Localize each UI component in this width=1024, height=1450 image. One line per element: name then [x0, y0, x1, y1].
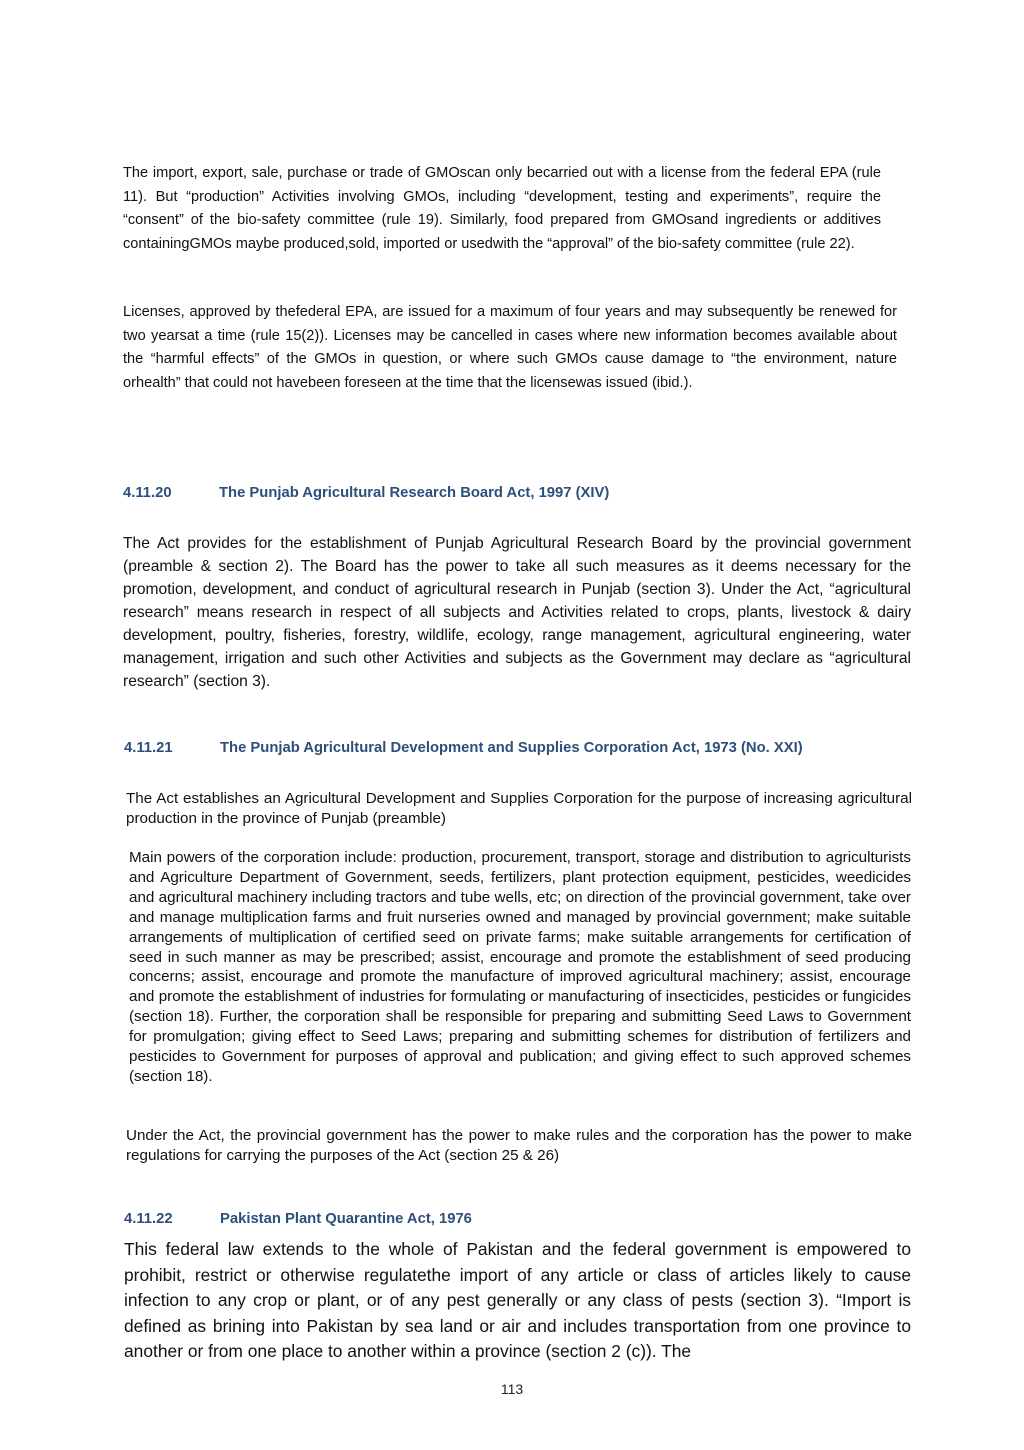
section-title: Pakistan Plant Quarantine Act, 1976	[220, 1211, 472, 1227]
page-number: 113	[500, 1381, 524, 1397]
section-number: 4.11.21	[124, 740, 173, 756]
section-heading-4-11-21	[124, 740, 803, 756]
section-title: The Punjab Agricultural Research Board Act, 1997 (XIV)	[219, 485, 610, 501]
section-number: 4.11.22	[124, 1211, 173, 1227]
paragraph-corporation-intro: The Act establishes an Agricultural Development and Supplies Corporation for the purpose of increasing agricultural production in the province of Punjab (preamble)	[126, 790, 912, 827]
paragraph-corporation-rules: Under the Act, the provincial government has the power to make rules and the corporation has the power to make regulations for carrying the purposes of the Act (section 25 & 26)	[126, 1127, 912, 1164]
paragraph-gmo-license: The import, export, sale, purchase or trade of GMOscan only becarried out with a license from the federal EPA (rule 11). But “production” Activities involving GMOs, including “development, testing and experiments”, require the “consent” of the bio-safety committee (rule 19). Similarly, food prepared from GMOsand ingredients or additives containingGMOs maybe produced,sold, imported or usedwith the “approval” of the bio-safety committee (rule 22).	[123, 165, 881, 252]
paragraph-quarantine: This federal law extends to the whole of Pakistan and the federal government is empowered to prohibit, restrict or otherwise regulatethe import of any article or class of articles likely to cause infection to any crop or plant, or of any pest generally or any class of pests (section 3). “Import is defined as brining into Pakistan by sea land or air and includes transportation from one province to another or from one place to another within a province (section 2 (c)). The	[124, 1239, 911, 1362]
section-heading-4-11-20	[123, 485, 609, 501]
section-number: 4.11.20	[123, 485, 172, 501]
section-title: The Punjab Agricultural Development and Supplies Corporation Act, 1973 (No. XXI)	[220, 740, 803, 756]
paragraph-licenses: Licenses, approved by thefederal EPA, are issued for a maximum of four years and may subsequently be renewed for two yearsat a time (rule 15(2)). Licenses may be cancelled in cases where new information becomes available about the “harmful effects” of the GMOs in question, or where such GMOs cause damage to “the environment, nature orhealth” that could not havebeen foreseen at the time that the licensewas issued (ibid.).	[123, 304, 897, 391]
paragraph-research-board: The Act provides for the establishment of Punjab Agricultural Research Board by the provincial government (preamble & section 2). The Board has the power to take all such measures as it deems necessary for the promotion, development, and conduct of agricultural research in Punjab (section 3). Under the Act, “agricultural research” means research in respect of all subjects and Activities related to crops, plants, livestock & dairy development, poultry, fisheries, forestry, wildlife, ecology, range management, agricultural engineering, water management, irrigation and such other Activities and subjects as the Government may declare as “agricultural research” (section 3).	[123, 535, 911, 690]
paragraph-corporation-powers: Main powers of the corporation include: production, procurement, transport, storage and distribution to agriculturists and Agriculture Department of Government, seeds, fertilizers, plant protection equipment, pesticides, weedicides and agricultural machinery including tractors and tube wells, etc; on direction of the provincial government, take over and manage multiplication farms and fruit nurseries owned and managed by provincial government; make suitable arrangements of multiplication of certified seed on private farms; make suitable arrangements for certification of seed in such manner as may be prescribed; assist, encourage and promote the establishment of seed producing concerns; assist, encourage and promote the manufacture of improved agricultural machinery; assist, encourage and promote the establishment of industries for formulating or manufacturing of insecticides, pesticides or fungicides (section 18). Further, the corporation shall be responsible for preparing and submitting Seed Laws to Government for promulgation; giving effect to Seed Laws; preparing and submitting schemes for distribution of fertilizers and pesticides to Government for purposes of approval and publication; and giving effect to such approved schemes (section 18).	[129, 849, 911, 1085]
section-heading-4-11-22	[124, 1211, 472, 1227]
